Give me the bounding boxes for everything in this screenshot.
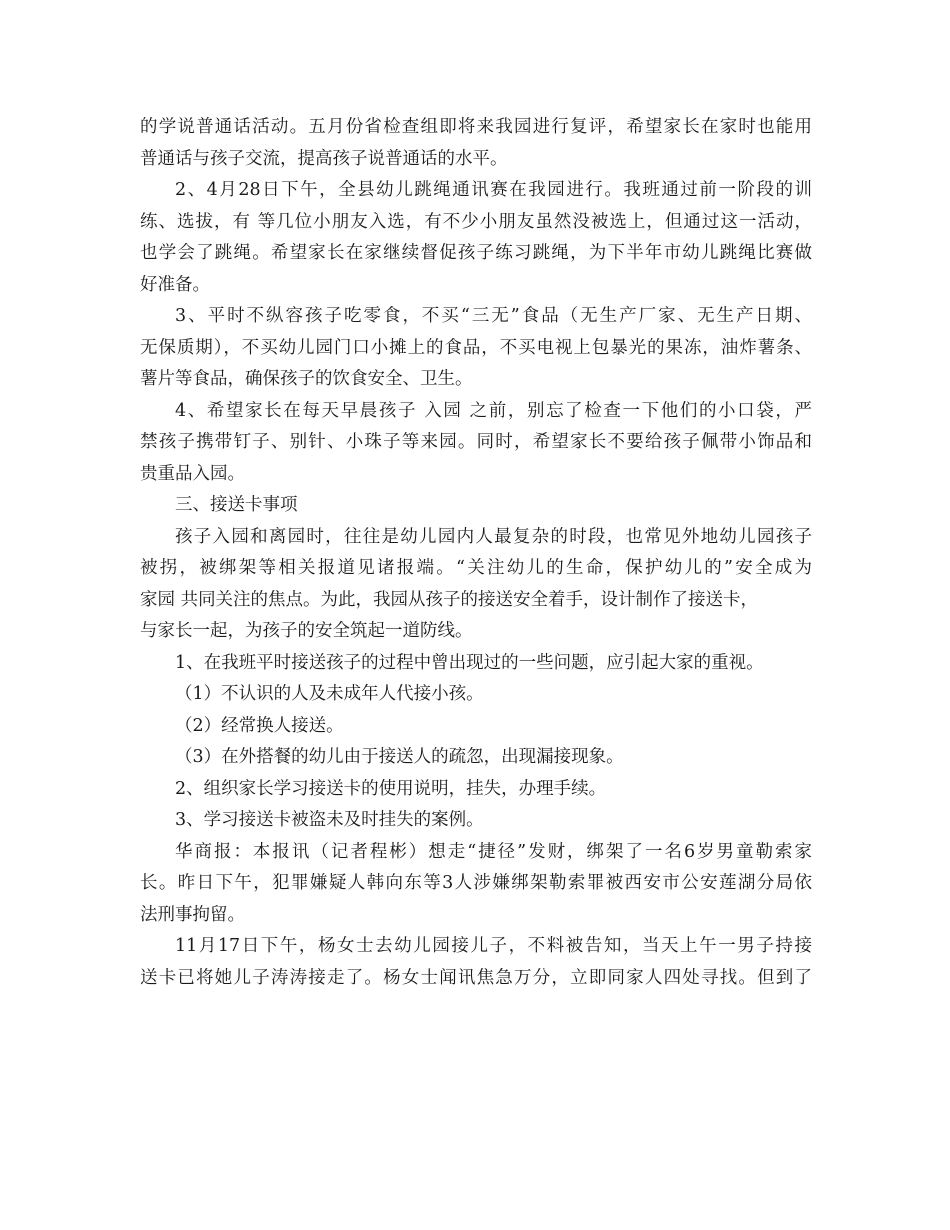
text-line: 禁孩子携带钉子、别针、小珠子等来园。同时，希望家长不要给孩子佩带小饰品和	[140, 432, 812, 452]
text-line: 好准备。	[140, 274, 210, 295]
text-line: （1）不认识的人及未成年人代接小孩。	[175, 684, 484, 704]
document-body	[140, 112, 812, 994]
text-line: 华商报：本报讯（记者程彬）想走“捷径”发财，绑架了一名6岁男童勒索家	[175, 841, 812, 862]
text-line: 与家长一起，为孩子的安全筑起一道防线。	[140, 621, 473, 641]
text-line: 贵重品入园。	[140, 463, 245, 484]
text-line: 的学说普通话活动。五月份省检查组即将来我园进行复评，希望家长在家时也能用	[140, 117, 812, 137]
text-line: 1、在我班平时接送孩子的过程中曾出现过的一些问题，应引起大家的重视。	[175, 652, 764, 673]
text-line: 4、希望家长在每天早晨孩子 入园 之前，别忘了检查一下他们的小口袋，严	[175, 400, 812, 421]
text-line: 2、组织家长学习接送卡的使用说明，挂失，办理手续。	[175, 778, 607, 799]
text-line: 被拐，被绑架等相关报道见诸报端。“关注幼儿的生命，保护幼儿的”安全成为	[140, 558, 812, 578]
text-line: 法刑事拘留。	[140, 904, 245, 925]
text-line: 11月17日下午，杨女士去幼儿园接儿子，不料被告知，当天上午一男子持接	[175, 936, 812, 956]
text-line: 薯片等食品，确保孩子的饮食安全、卫生。	[140, 369, 473, 389]
text-line: 3、学习接送卡被盗未及时挂失的案例。	[175, 810, 484, 830]
text-line: 也学会了跳绳。希望家长在家继续督促孩子练习跳绳，为下半年市幼儿跳绳比赛做	[140, 243, 812, 263]
text-line: （2）经常换人接送。	[175, 715, 344, 736]
text-line: 送卡已将她儿子涛涛接走了。杨女士闻讯焦急万分，立即同家人四处寻找。但到了	[140, 967, 812, 988]
text-line: 家园 共同关注的焦点。为此，我园从孩子的接送安全着手，设计制作了接送卡，	[140, 589, 759, 610]
text-line: 长。昨日下午，犯罪嫌疑人韩向东等3人涉嫌绑架勒索罪被西安市公安莲湖分局依	[140, 873, 812, 893]
text-line: 孩子入园和离园时，往往是幼儿园内人最复杂的时段，也常见外地幼儿园孩子	[175, 526, 812, 547]
text-line: （3）在外搭餐的幼儿由于接送人的疏忽，出现漏接现象。	[175, 747, 624, 767]
text-line: 练、选拔，有 等几位小朋友入选，有不少小朋友虽然没被选上，但通过这一活动，	[140, 211, 812, 232]
text-line: 三、接送卡事项	[175, 495, 298, 515]
text-line: 无保质期），不买幼儿园门口小摊上的食品，不买电视上包暴光的果冻，油炸薯条、	[140, 337, 812, 358]
text-line: 普通话与孩子交流，提高孩子说普通话的水平。	[140, 148, 508, 169]
text-line: 3、平时不纵容孩子吃零食，不买“三无”食品（无生产厂家、无生产日期、	[175, 306, 812, 326]
text-line: 2、4月28日下午，全县幼儿跳绳通讯赛在我园进行。我班通过前一阶段的训	[175, 180, 812, 200]
